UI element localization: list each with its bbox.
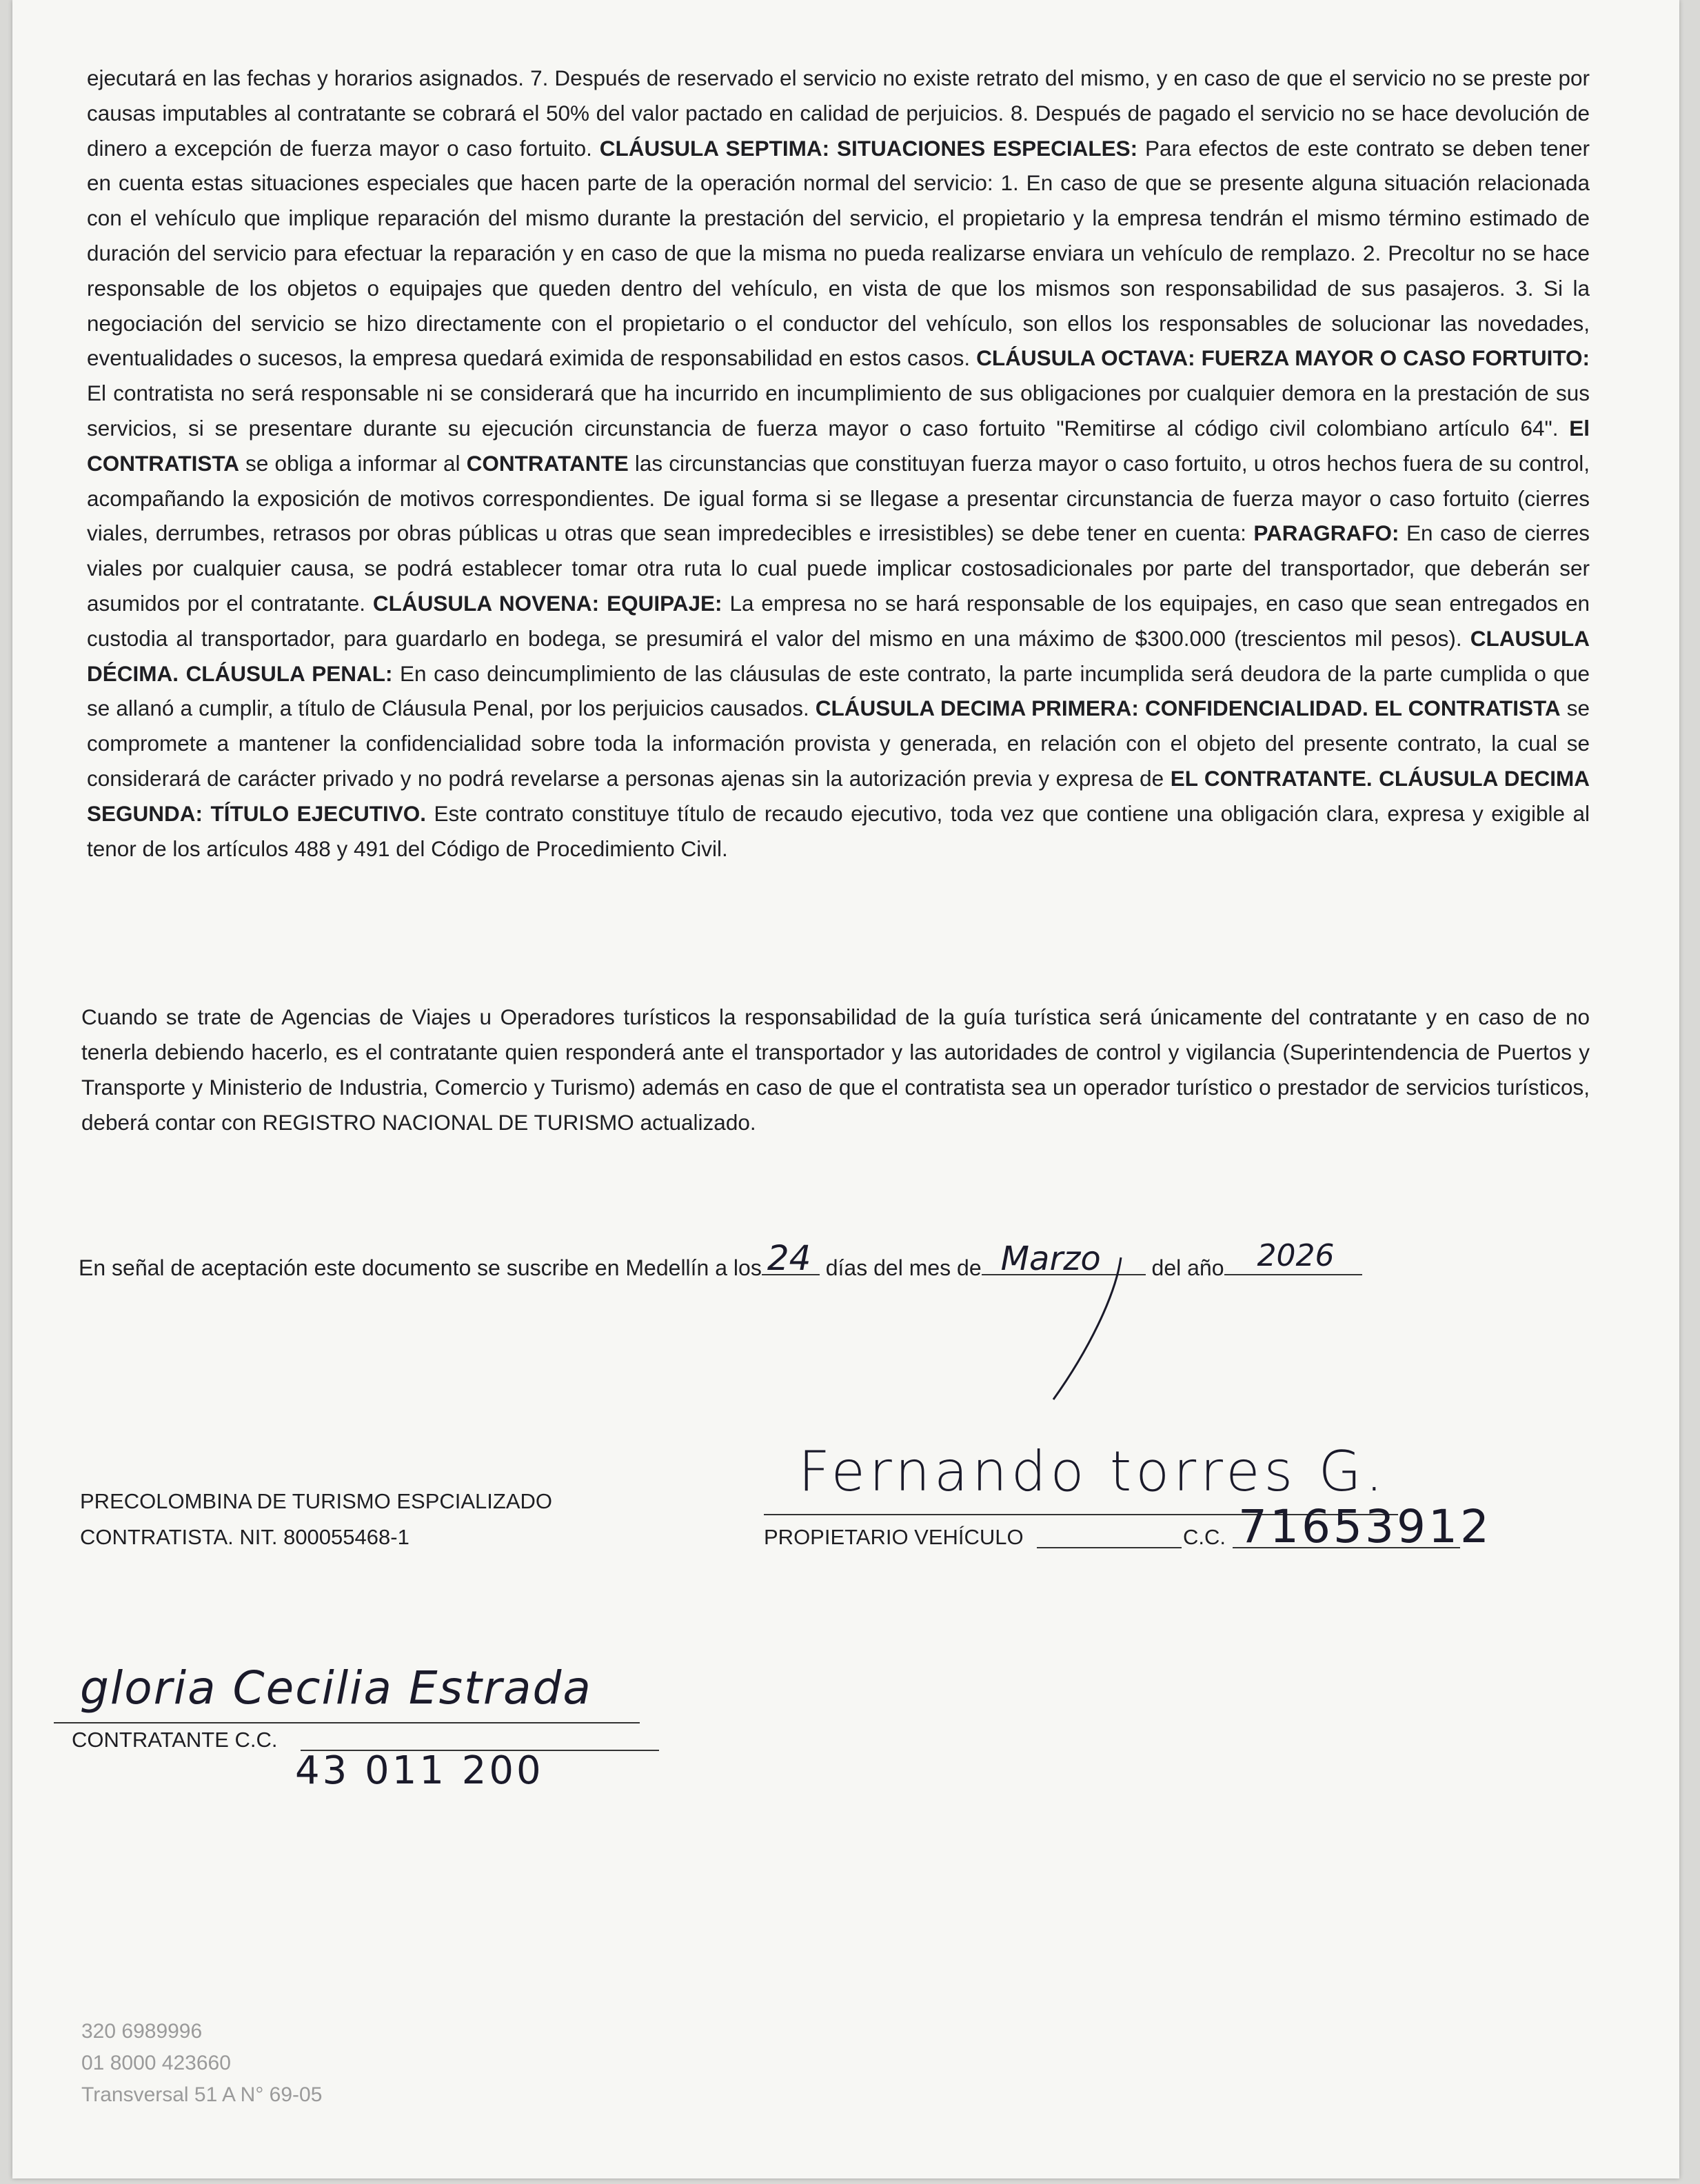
clause-text: las circunstancias que constituyan fuerza mayor o caso fortuito, u otros hechos fuera de su control, acompañando la exposición de motivos correspondientes. De igual forma si se llegase a presentar circunstancia de fuerza mayor o caso fortuito (cierres viales, derrumbes, retrasos por obras públicas u otras que sean impredecibles e irresistibles) se debe tener en cuenta: xyxy=(87,450,1590,546)
company-name: PRECOLOMBINA DE TURISMO ESPCIALIZADO xyxy=(80,1489,553,1513)
owner-label: PROPIETARIO VEHÍCULO xyxy=(764,1525,1024,1549)
owner-cc-label: C.C. xyxy=(1183,1525,1226,1549)
owner-label-line xyxy=(1037,1547,1182,1548)
month-pen-stroke xyxy=(1040,1255,1150,1406)
clause-text: En caso deincumplimiento de las cláusulas de este contrato, la parte incumplida será deudora de la parte cumplida o que se allanó a cumplir, a título de Cláusula Penal, por los perjuicios causados. xyxy=(87,660,1590,721)
clause-text: El contratista no será responsable ni se considerará que ha incurrido en incumplimiento de sus obligaciones por cualquier demora en la prestación de sus servicios, si se presentare durante su ejecución circunstancia de fuerza mayor o caso fortuito "Remitirse al código civil colombiano artículo 64". xyxy=(87,381,1590,441)
clause-heading-decima-segunda: CLÁUSULA DECIMA SEGUNDA: TÍTULO EJECUTIVO. xyxy=(87,765,1590,826)
contratante-signature: gloria Cecilia Estrada xyxy=(80,1661,592,1715)
clause-text xyxy=(1373,766,1379,791)
year-blank xyxy=(1224,1238,1362,1275)
company-nit: CONTRATISTA. NIT. 800055468-1 xyxy=(80,1525,409,1549)
clause-heading-decima-primera: CLÁUSULA DECIMA PRIMERA: CONFIDENCIALIDAD. EL CONTRATISTA xyxy=(815,696,1561,721)
owner-cc-line xyxy=(1233,1547,1460,1548)
footer-contact xyxy=(81,2016,322,2111)
contratante-cc-handwritten: 43 011 200 xyxy=(295,1748,544,1793)
footer-phone-2: 01 8000 423660 xyxy=(81,2052,231,2074)
tour-operator-paragraph: Cuando se trate de Agencias de Viajes u Operadores turísticos la responsabilidad de la guía turística será únicamente del contratante y en caso de no tenerla debiendo hacerlo, es el contratante quien responderá ante el transportador y las autoridades de control y vigilancia (Superintendencia de Puertos y Transporte y Ministerio de Industria, Comercio y Turismo) además en caso de que el contratista sea un operador turístico o prestador de servicios turísticos, deberá contar con REGISTRO NACIONAL DE TURISMO actualizado. xyxy=(81,1004,1590,1135)
clause-text: se compromete a mantener la confidencialidad sobre toda la información provista y generada, en relación con el objeto del presente contrato, la cual se considerará de carácter privado y no podrá revelarse a personas ajenas sin la autorización previa y expresa de xyxy=(87,696,1590,791)
clause-text: ejecutará en las fechas y horarios asignados. 7. Después de reservado el servicio no existe retrato del mismo, y en caso de que el servicio no se preste por causas imputables al contratante se cobrará el 50% del valor pactado en calidad de perjuicios. 8. Después de pagado el servicio no se hace devolución de dinero a excepción de fuerza mayor o caso fortuito. xyxy=(87,65,1590,161)
month-handwritten: Marzo xyxy=(1000,1240,1101,1278)
acceptance-middle: días del mes de xyxy=(825,1255,982,1280)
clause-heading-novena: CLÁUSULA NOVENA: EQUIPAJE: xyxy=(372,590,722,616)
party-contratista: El CONTRATISTA xyxy=(87,415,1590,476)
clause-heading-septima: CLÁUSULA SEPTIMA: SITUACIONES ESPECIALES: xyxy=(599,135,1138,161)
year-label: del año xyxy=(1151,1255,1224,1280)
document-page xyxy=(12,0,1679,2178)
acceptance-prefix: En señal de aceptación este documento se suscribe en Medellín a los xyxy=(79,1255,762,1280)
clause-heading-octava: CLÁUSULA OCTAVA: FUERZA MAYOR O CASO FORTUITO: xyxy=(976,345,1590,371)
clause-heading-decima: CLAUSULA DÉCIMA. CLÁUSULA PENAL: xyxy=(87,625,1590,686)
owner-signature: Fernando torres G. xyxy=(798,1439,1388,1504)
paragrafo-heading: PARAGRAFO: xyxy=(1253,520,1399,546)
party-contratante: CONTRATANTE xyxy=(466,450,629,476)
year-handwritten: 2026 xyxy=(1257,1238,1335,1273)
owner-cc-handwritten: 71653912 xyxy=(1238,1500,1492,1553)
clause-text: Este contrato constituye título de recaudo ejecutivo, toda vez que contiene una obligación clara, expresa y exigible al tenor de los artículos 488 y 491 del Código de Procedimiento Civil. xyxy=(87,800,1590,861)
clause-text: se obliga a informar al xyxy=(239,450,467,476)
footer-phone-1: 320 6989996 xyxy=(81,2020,203,2043)
clause-text: En caso de cierres viales por cualquier causa, se podrá establecer tomar otra ruta lo cual puede implicar costosadicionales por parte del transportador, que deberán ser asumidos por el contratante. xyxy=(87,520,1590,616)
contratante-signature-line xyxy=(54,1722,640,1723)
party-contratante: EL CONTRATANTE. xyxy=(1170,765,1373,791)
acceptance-line xyxy=(79,1238,1630,1281)
contratante-label: CONTRATANTE C.C. xyxy=(72,1728,278,1752)
clause-text: La empresa no se hará responsable de los equipajes, en caso que sean entregados en custodia al transportador, para guardarlo en bodega, se presumirá el valor del mismo en una máximo de $300.000 (trescientos mil pesos). xyxy=(87,590,1590,651)
day-handwritten: 24 xyxy=(767,1238,811,1278)
day-blank xyxy=(762,1238,820,1278)
clause-text: Para efectos de este contrato se deben tener en cuenta estas situaciones especiales que hacen parte de la operación normal del servicio: 1. En caso de que se presente alguna situación relacionada con el vehículo que implique reparación del mismo durante la prestación del servicio, el propietario y la empresa tendrán el mismo término estimado de duración del servicio para efectuar la reparación y en caso de que la misma no pueda realizarse enviara un vehículo de remplazo. 2. Precoltur no se hace responsable de los objetos o equipajes que queden dentro del vehículo, en vista de que los mismos son responsabilidad de sus pasajeros. 3. Si la negociación del servicio se hizo directamente con el propietario o el conductor del vehículo, son ellos los responsables de solucionar las novedades, eventualidades o sucesos, la empresa quedará eximida de responsabilidad en estos casos. xyxy=(87,135,1590,371)
contract-clauses-paragraph xyxy=(87,61,1590,866)
footer-address: Transversal 51 A N° 69-05 xyxy=(81,2083,323,2106)
